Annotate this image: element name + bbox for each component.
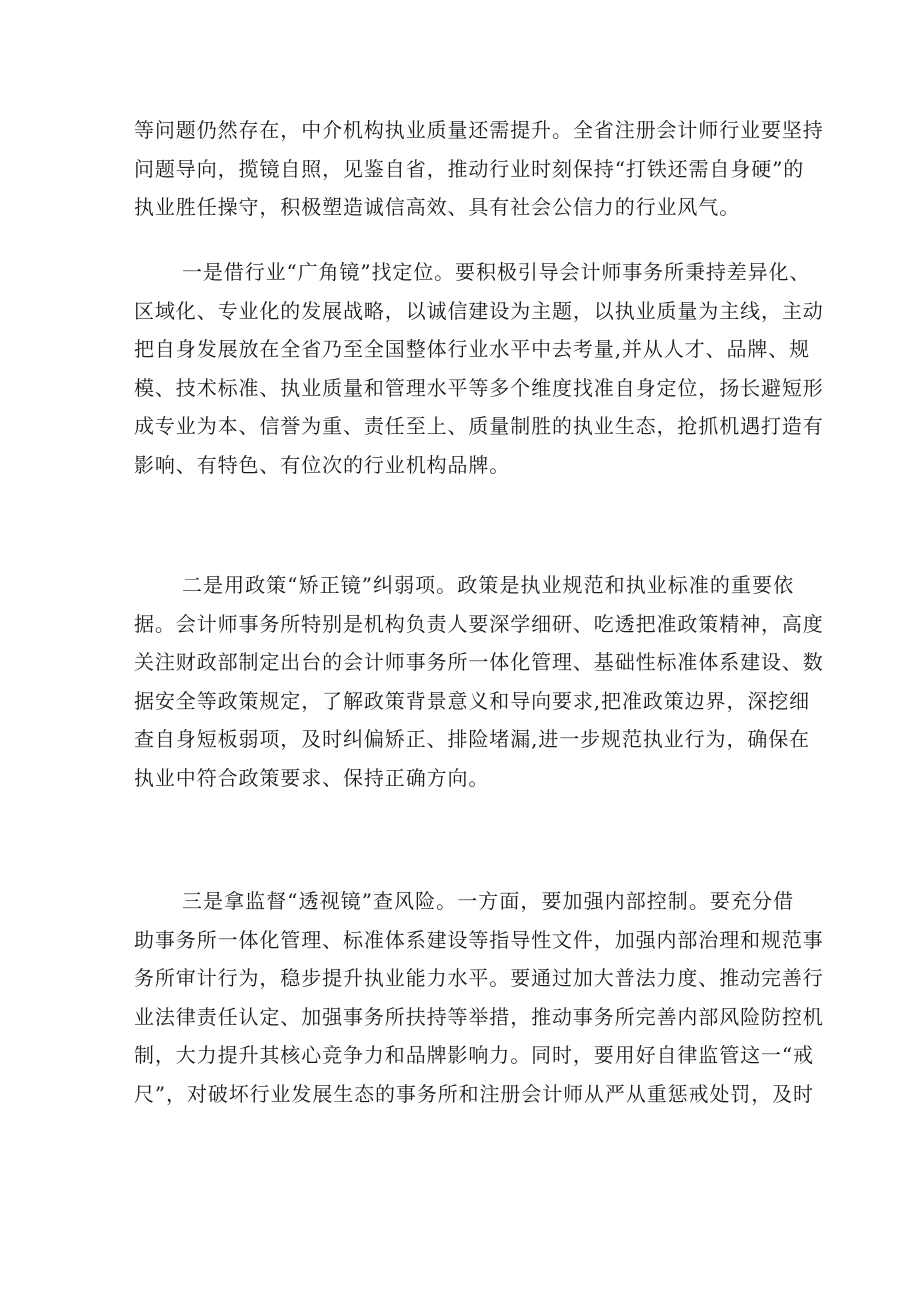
paragraph-1-line-3: 执业胜任操守，积极塑造诚信高效、具有社会公信力的行业风气。 bbox=[134, 195, 741, 219]
paragraph-3-line-1: 二是用政策“矫正镜”纠弱项。政策是执业规范和执业标准的重要依 bbox=[182, 573, 794, 597]
paragraph-3-line-4: 据安全等政策规定，了解政策背景意义和导向要求,把准政策边界，深挖细 bbox=[134, 688, 811, 713]
paragraph-4-line-4: 业法律责任认定、加强事务所扶持等举措，推动事务所完善内部风险防控机 bbox=[134, 1004, 824, 1029]
paragraph-2-line-4: 模、技术标准、执业质量和管理水平等多个维度找准自身定位，扬长避短形 bbox=[134, 375, 824, 400]
paragraph-4-line-6: 尺”，对破坏行业发展生态的事务所和注册会计师从严从重惩戒处罚，及时 bbox=[134, 1081, 814, 1106]
paragraph-3-line-5: 查自身短板弱项，及时纠偏矫正、排险堵漏,进一步规范执业行为，确保在 bbox=[134, 727, 811, 751]
paragraph-4-line-5: 制，大力提升其核心竞争力和品牌影响力。同时，要用好自律监管这一“戒 bbox=[134, 1043, 814, 1067]
paragraph-2-line-5: 成专业为本、信誉为重、责任至上、质量制胜的执业生态，抢抓机遇打造有 bbox=[134, 414, 824, 438]
paragraph-4 bbox=[134, 882, 824, 1113]
paragraph-3 bbox=[134, 566, 824, 797]
paragraph-2-line-1: 一是借行业“广角镜”找定位。要积极引导会计师事务所秉持差异化、 bbox=[182, 260, 811, 284]
paragraph-2-line-2: 区域化、专业化的发展战略，以诚信建设为主题，以执业质量为主线，主动 bbox=[134, 298, 824, 323]
paragraph-1-line-2: 问题导向，揽镜自照，见鉴自省，推动行业时刻保持“打铁还需自身硬”的 bbox=[134, 156, 805, 181]
paragraph-4-line-2: 助事务所一体化管理、标准体系建设等指导性文件，加强内部治理和规范事 bbox=[134, 927, 824, 952]
paragraph-1-line-1: 等问题仍然存在，中介机构执业质量还需提升。全省注册会计师行业要坚持 bbox=[134, 118, 824, 142]
paragraph-3-line-2: 据。会计师事务所特别是机构负责人要深学细研、吃透把准政策精神，高度 bbox=[134, 611, 824, 636]
paragraph-1 bbox=[134, 111, 824, 227]
paragraph-2-line-3: 把自身发展放在全省乃至全国整体行业水平中去考量,并从人才、品牌、规 bbox=[134, 337, 811, 361]
paragraph-2 bbox=[134, 253, 824, 484]
paragraph-4-line-1: 三是拿监督“透视镜”查风险。一方面，要加强内部控制。要充分借 bbox=[182, 889, 794, 913]
paragraph-3-line-3: 关注财政部制定出台的会计师事务所一体化管理、基础性标准体系建设、数 bbox=[134, 650, 824, 674]
paragraph-2-line-6: 影响、有特色、有位次的行业机构品牌。 bbox=[134, 452, 511, 477]
paragraph-3-line-6: 执业中符合政策要求、保持正确方向。 bbox=[134, 765, 490, 790]
paragraph-4-line-3: 务所审计行为，稳步提升执业能力水平。要通过加大普法力度、推动完善行 bbox=[134, 966, 824, 990]
